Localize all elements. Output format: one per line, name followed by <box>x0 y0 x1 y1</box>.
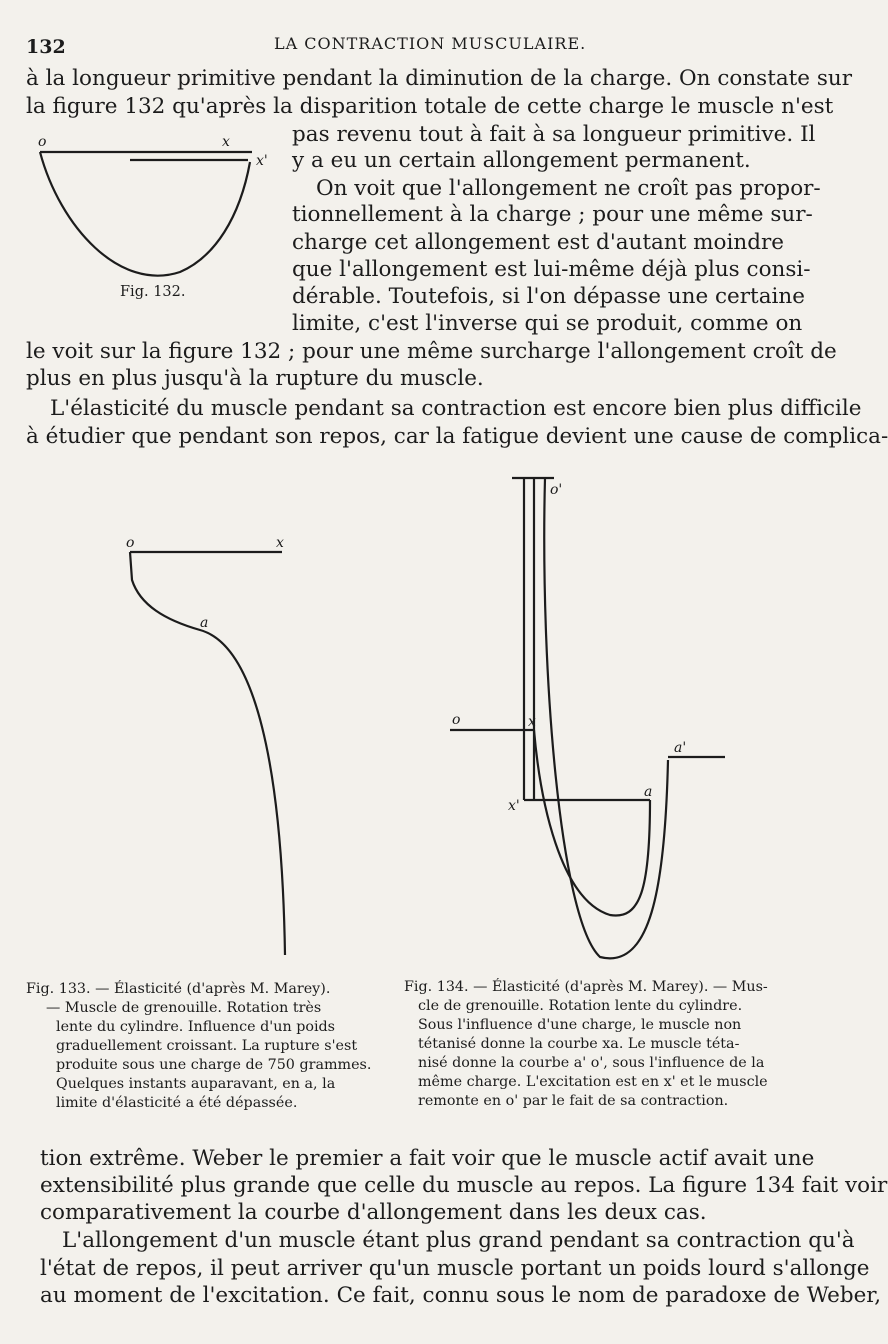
body-line: le voit sur la figure 132 ; pour une même surcharge l'allongement croît de <box>26 339 837 364</box>
running-header <box>26 30 760 60</box>
caption-line: limite d'élasticité a été dépassée. <box>56 1095 298 1111</box>
body-line: dérable. Toutefois, si l'on dépasse une certaine <box>292 284 805 309</box>
body-line: tion extrême. Weber le premier a fait voir que le muscle actif avait une <box>40 1146 815 1171</box>
body-line: à la longueur primitive pendant la diminution de la charge. On constate sur <box>26 66 853 91</box>
fig134-label-a: a <box>644 784 653 800</box>
fig133-label-o: o <box>126 535 135 551</box>
body-line: tionnellement à la charge ; pour une même sur- <box>292 202 813 227</box>
fig134-label-o: o <box>452 712 461 728</box>
figure-134-graph <box>440 470 740 970</box>
body-line: que l'allongement est lui-même déjà plus consi- <box>292 257 811 282</box>
fig134-label-a-prime: a' <box>674 740 687 756</box>
page-number: 132 <box>26 36 66 58</box>
caption-line: nisé donne la courbe a' o', sous l'influence de la <box>418 1055 765 1071</box>
body-line: L'allongement d'un muscle étant plus grand pendant sa contraction qu'à <box>62 1228 855 1253</box>
body-line: au moment de l'excitation. Ce fait, connu sous le nom de paradoxe de Weber, <box>40 1283 882 1308</box>
figure-133-caption <box>26 980 388 1113</box>
body-line: plus en plus jusqu'à la rupture du muscle. <box>26 366 484 391</box>
caption-line: Fig. 133. — Élasticité (d'après M. Marey). <box>26 981 331 997</box>
fig134-label-x-prime: x' <box>508 798 520 814</box>
caption-line: produite sous une charge de 750 grammes. <box>56 1057 372 1073</box>
body-line: pas revenu tout à fait à sa longueur primitive. Il <box>292 122 816 147</box>
fig132-label-x-prime: x' <box>256 153 268 169</box>
body-line: l'état de repos, il peut arriver qu'un muscle portant un poids lourd s'allonge <box>40 1256 870 1281</box>
figure-134 <box>440 470 740 970</box>
figure-132-graph <box>30 132 280 282</box>
caption-line: graduellement croissant. La rupture s'est <box>56 1038 358 1054</box>
fig133-label-a: a <box>200 615 209 631</box>
figure-134-caption <box>404 978 774 1111</box>
fig134-label-x: x <box>528 714 536 730</box>
body-line: à étudier que pendant son repos, car la fatigue devient une cause de complica- <box>26 424 888 449</box>
figure-132-caption: Fig. 132. <box>120 284 186 300</box>
caption-line: lente du cylindre. Influence d'un poids <box>56 1019 336 1035</box>
fig134-label-o-prime: o' <box>550 482 563 498</box>
fig133-label-x: x <box>276 535 284 551</box>
caption-line: — Muscle de grenouille. Rotation très <box>46 1000 322 1016</box>
body-line: On voit que l'allongement ne croît pas propor- <box>316 176 821 201</box>
caption-line: cle de grenouille. Rotation lente du cylindre. <box>418 998 743 1014</box>
caption-line: Sous l'influence d'une charge, le muscle non <box>418 1017 742 1033</box>
caption-line: remonte en o' par le fait de sa contraction. <box>418 1093 729 1109</box>
body-line: y a eu un certain allongement permanent. <box>292 148 751 173</box>
caption-line: Fig. 134. — Élasticité (d'après M. Marey). — Mus- <box>404 979 768 995</box>
body-line: limite, c'est l'inverse qui se produit, comme on <box>292 311 803 336</box>
running-title: LA CONTRACTION MUSCULAIRE. <box>274 34 587 53</box>
caption-line: Quelques instants auparavant, en a, la <box>56 1076 336 1092</box>
body-line: comparativement la courbe d'allongement dans les deux cas. <box>40 1200 707 1225</box>
caption-line: tétanisé donne la courbe xa. Le muscle téta- <box>418 1036 740 1052</box>
body-line: la figure 132 qu'après la disparition totale de cette charge le muscle n'est <box>26 94 834 119</box>
body-line: charge cet allongement est d'autant moindre <box>292 230 784 255</box>
figure-133 <box>110 525 320 965</box>
body-line: L'élasticité du muscle pendant sa contraction est encore bien plus difficile <box>50 396 862 421</box>
body-line: extensibilité plus grande que celle du muscle au repos. La figure 134 fait voir <box>40 1173 888 1198</box>
figure-132 <box>30 132 280 300</box>
fig132-label-o: o <box>38 134 47 150</box>
fig132-label-x: x <box>222 134 230 150</box>
figure-133-graph <box>110 525 320 965</box>
caption-line: même charge. L'excitation est en x' et le muscle <box>418 1074 768 1090</box>
